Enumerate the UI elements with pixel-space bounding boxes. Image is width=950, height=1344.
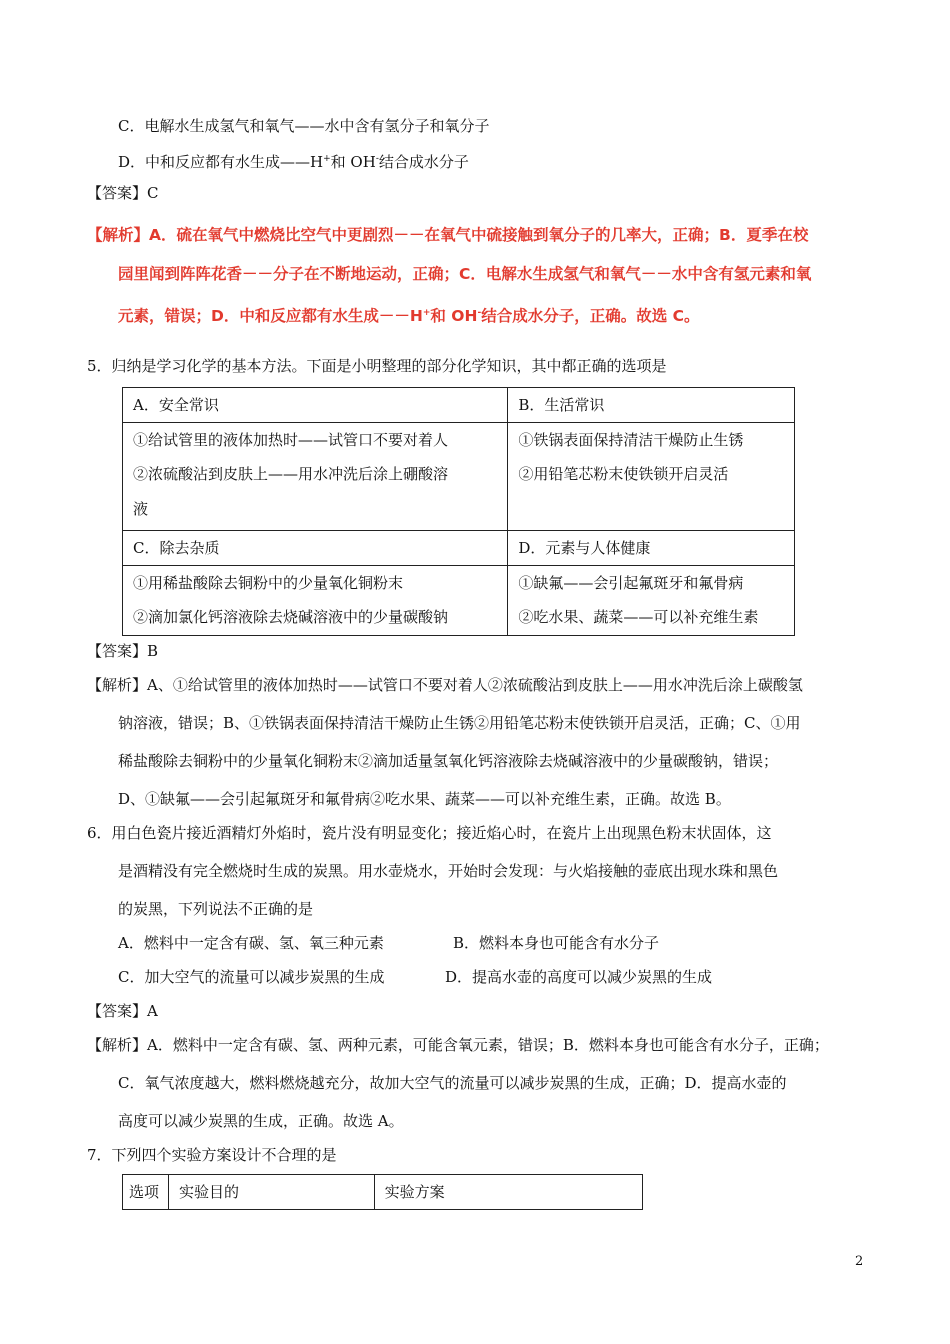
- q4-option-c: C．电解水生成氢气和氧气——水中含有氢分子和氧分子: [118, 117, 490, 135]
- q5-cell-c-head: C．除去杂质: [123, 531, 508, 566]
- q4-analysis-line-3: 元素，错误；D．中和反应都有水生成－－H+和 OH-结合成水分子，正确。故选 C。: [118, 307, 700, 326]
- q7-header-purpose: 实验目的: [168, 1175, 374, 1210]
- q5-analysis-line-1: 【解析】A、①给试管里的液体加热时——试管口不要对着人②浓硫酸沾到皮肤上——用水冲洗后涂上碳酸氢: [87, 676, 803, 694]
- q6-analysis-line-2: C．氧气浓度越大，燃料燃烧越充分，故加大空气的流量可以减步炭黑的生成，正确；D．提高水壶的: [118, 1074, 787, 1092]
- q6-stem-line-3: 的炭黑，下列说法不正确的是: [118, 900, 314, 918]
- q5-cell-d-head: D．元素与人体健康: [508, 531, 795, 566]
- q7-stem: 7．下列四个实验方案设计不合理的是: [87, 1146, 337, 1164]
- q5-table: [122, 387, 795, 636]
- q5-analysis-line-2: 钠溶液，错误；B、①铁锅表面保持清洁干燥防止生锈②用铅笔芯粉末使铁锁开启灵活，正确；C、①用: [118, 714, 801, 732]
- page-number: 2: [855, 1254, 864, 1269]
- q5-answer: 【答案】B: [87, 642, 159, 660]
- q5-stem: 5．归纳是学习化学的基本方法。下面是小明整理的部分化学知识，其中都正确的选项是: [87, 357, 667, 375]
- q7-header-plan: 实验方案: [374, 1175, 642, 1210]
- q6-stem-line-1: 6．用白色瓷片接近酒精灯外焰时，瓷片没有明显变化；接近焰心时，在瓷片上出现黑色粉末状固体，这: [87, 824, 772, 842]
- q5-analysis-line-3: 稀盐酸除去铜粉中的少量氧化铜粉末②滴加适量氢氧化钙溶液除去烧碱溶液中的少量碳酸钠，错误；: [118, 752, 779, 770]
- q4-analysis-line-2: 园里闻到阵阵花香－－分子在不断地运动，正确；C．电解水生成氢气和氧气－－水中含有氢元素和氧: [118, 265, 812, 283]
- q5-cell-a-body: ①给试管里的液体加热时——试管口不要对着人 ②浓硫酸沾到皮肤上——用水冲洗后涂上硼酸溶 液: [123, 423, 508, 531]
- q6-option-b: B．燃料本身也可能含有水分子: [453, 934, 660, 952]
- q4-analysis-line-1: 【解析】A．硫在氧气中燃烧比空气中更剧烈－－在氧气中硫接触到氧分子的几率大，正确；B．夏季在校: [87, 226, 809, 244]
- q5-cell-c-body: ①用稀盐酸除去铜粉中的少量氧化铜粉末 ②滴加氯化钙溶液除去烧碱溶液中的少量碳酸钠: [123, 566, 508, 636]
- q7-header-option: 选项: [123, 1175, 169, 1210]
- q5-cell-d-body: ①缺氟——会引起氟斑牙和氟骨病 ②吃水果、蔬菜——可以补充维生素: [508, 566, 795, 636]
- q5-cell-a-head: A．安全常识: [123, 388, 508, 423]
- q5-cell-b-head: B．生活常识: [508, 388, 795, 423]
- q4-option-d: D．中和反应都有水生成——H+和 OH-结合成水分子: [118, 153, 469, 171]
- q4-answer: 【答案】C: [87, 184, 159, 202]
- q6-stem-line-2: 是酒精没有完全燃烧时生成的炭黑。用水壶烧水，开始时会发现：与火焰接触的壶底出现水珠和黑色: [118, 862, 779, 880]
- q6-analysis-line-1: 【解析】A．燃料中一定含有碳、氢、两种元素，可能含氧元素，错误；B．燃料本身也可能含有水分子，正确；: [87, 1036, 829, 1054]
- q6-analysis-line-3: 高度可以减少炭黑的生成，正确。故选 A。: [118, 1112, 404, 1130]
- q5-cell-b-body: ①铁锅表面保持清洁干燥防止生锈 ②用铅笔芯粉末使铁锁开启灵活: [508, 423, 795, 531]
- q6-option-a: A．燃料中一定含有碳、氢、氧三种元素: [118, 934, 384, 952]
- q6-option-d: D．提高水壶的高度可以减少炭黑的生成: [445, 968, 713, 986]
- q5-analysis-line-4: D、①缺氟——会引起氟斑牙和氟骨病②吃水果、蔬菜——可以补充维生素，正确。故选 B。: [118, 790, 731, 808]
- q6-answer: 【答案】A: [87, 1002, 158, 1020]
- q7-table: [122, 1174, 643, 1210]
- q6-option-c: C．加大空气的流量可以减步炭黑的生成: [118, 968, 385, 986]
